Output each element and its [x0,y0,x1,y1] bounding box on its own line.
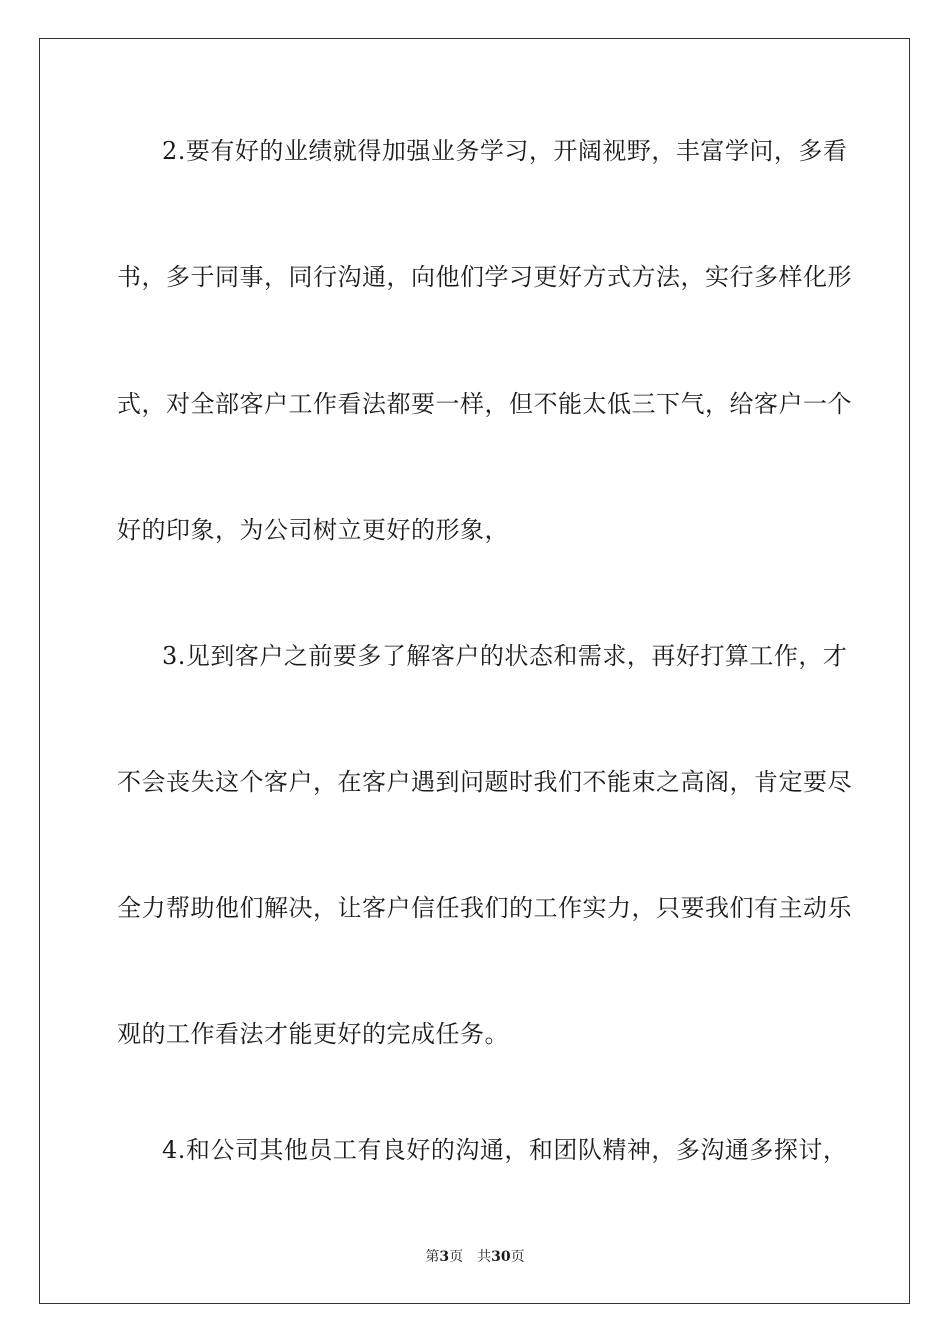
paragraph-2-line-1: 3.见到客户之前要多了解客户的状态和需求，再好打算工作，才 [162,642,848,670]
paragraph-2-line-3: 全力帮助他们解决，让客户信任我们的工作实力，只要我们有主动乐 [117,894,852,922]
footer-page-number: 3 [439,1249,450,1265]
footer-page-prefix: 第 [425,1249,440,1265]
paragraph-2-line-2: 不会丧失这个客户，在客户遇到问题时我们不能束之高阁，肯定要尽 [117,768,852,796]
paragraph-1-line-2: 书，多于同事，同行沟通，向他们学习更好方式方法，实行多样化形 [117,263,852,291]
footer-total-prefix: 共 [477,1249,492,1265]
paragraph-2-line-4: 观的工作看法才能更好的完成任务。 [117,1020,509,1048]
paragraph-1-line-1: 2.要有好的业绩就得加强业务学习，开阔视野，丰富学问，多看 [162,137,848,165]
paragraph-1-line-4: 好的印象，为公司树立更好的形象， [117,516,509,544]
paragraph-1-line-3: 式，对全部客户工作看法都要一样，但不能太低三下气，给客户一个 [117,390,852,418]
footer-page-suffix: 页 [449,1249,464,1265]
page-border [39,38,910,1304]
footer-total-suffix: 页 [510,1249,525,1265]
paragraph-3-line-1: 4.和公司其他员工有良好的沟通，和团队精神，多沟通多探讨， [162,1136,848,1164]
page-footer [0,1248,950,1266]
footer-total-pages: 30 [491,1249,511,1265]
